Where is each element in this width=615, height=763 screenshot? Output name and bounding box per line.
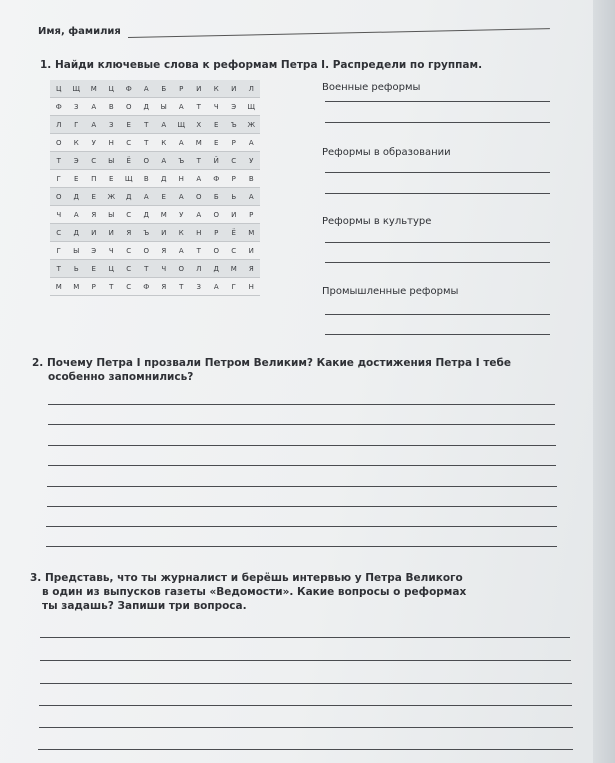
grid-cell[interactable]: Д: [155, 170, 173, 188]
grid-cell[interactable]: М: [68, 278, 86, 296]
grid-cell[interactable]: Ё: [120, 152, 138, 170]
grid-cell[interactable]: К: [68, 134, 86, 152]
grid-cell[interactable]: Т: [138, 260, 156, 278]
grid-cell[interactable]: С: [120, 206, 138, 224]
grid-cell[interactable]: Ч: [50, 206, 68, 224]
answer-line[interactable]: [47, 486, 557, 487]
task1-title: 1. Найди ключевые слова к реформам Петра I. Распредели по группам.: [40, 59, 483, 71]
grid-cell[interactable]: И: [103, 224, 121, 242]
grid-cell[interactable]: В: [243, 170, 261, 188]
grid-cell[interactable]: И: [190, 80, 208, 98]
grid-cell[interactable]: С: [50, 224, 68, 242]
grid-cell[interactable]: Ж: [243, 116, 261, 134]
answer-line[interactable]: [39, 705, 572, 706]
grid-cell[interactable]: Н: [243, 278, 261, 296]
grid-cell[interactable]: Р: [85, 278, 103, 296]
grid-cell[interactable]: Д: [208, 260, 226, 278]
grid-row: [50, 188, 260, 206]
grid-cell[interactable]: И: [225, 80, 243, 98]
grid-cell[interactable]: С: [225, 152, 243, 170]
grid-row: [50, 224, 260, 242]
grid-cell[interactable]: А: [243, 188, 261, 206]
grid-cell[interactable]: А: [173, 188, 191, 206]
grid-cell[interactable]: Э: [225, 98, 243, 116]
word-search-grid: [50, 80, 260, 296]
grid-cell[interactable]: А: [138, 80, 156, 98]
answer-line[interactable]: [48, 424, 555, 425]
grid-cell[interactable]: Ъ: [173, 152, 191, 170]
answer-line[interactable]: [48, 404, 555, 405]
grid-cell[interactable]: Й: [208, 152, 226, 170]
grid-cell[interactable]: Н: [103, 134, 121, 152]
grid-cell[interactable]: Л: [190, 260, 208, 278]
answer-line[interactable]: [325, 172, 550, 173]
grid-cell[interactable]: Р: [225, 170, 243, 188]
grid-cell[interactable]: О: [50, 188, 68, 206]
grid-cell[interactable]: Ь: [225, 188, 243, 206]
grid-cell[interactable]: Я: [155, 278, 173, 296]
grid-cell[interactable]: О: [50, 134, 68, 152]
grid-cell[interactable]: А: [190, 206, 208, 224]
answer-line[interactable]: [325, 193, 550, 194]
grid-cell[interactable]: Ё: [225, 224, 243, 242]
grid-cell[interactable]: К: [155, 134, 173, 152]
grid-cell[interactable]: Т: [138, 134, 156, 152]
grid-cell[interactable]: Ъ: [138, 224, 156, 242]
grid-cell[interactable]: П: [85, 170, 103, 188]
grid-cell[interactable]: А: [155, 152, 173, 170]
answer-line[interactable]: [40, 660, 571, 661]
grid-cell[interactable]: Е: [68, 170, 86, 188]
grid-cell[interactable]: Д: [138, 98, 156, 116]
grid-cell[interactable]: Е: [208, 116, 226, 134]
grid-cell[interactable]: Г: [68, 116, 86, 134]
grid-cell[interactable]: Р: [225, 134, 243, 152]
grid-cell[interactable]: И: [155, 224, 173, 242]
answer-line[interactable]: [39, 727, 573, 728]
answer-line[interactable]: [325, 101, 550, 102]
grid-cell[interactable]: М: [243, 224, 261, 242]
grid-row: [50, 116, 260, 134]
answer-line[interactable]: [38, 749, 573, 750]
grid-cell[interactable]: О: [173, 260, 191, 278]
answer-line[interactable]: [40, 637, 570, 638]
grid-cell[interactable]: С: [120, 242, 138, 260]
answer-line[interactable]: [325, 314, 550, 315]
grid-cell[interactable]: И: [243, 242, 261, 260]
grid-cell[interactable]: Д: [68, 224, 86, 242]
grid-cell[interactable]: Щ: [243, 98, 261, 116]
grid-cell[interactable]: У: [85, 134, 103, 152]
grid-cell[interactable]: Е: [103, 170, 121, 188]
grid-cell[interactable]: Ч: [103, 242, 121, 260]
grid-cell[interactable]: Е: [85, 188, 103, 206]
grid-cell[interactable]: Х: [190, 116, 208, 134]
grid-cell[interactable]: А: [208, 278, 226, 296]
grid-cell[interactable]: Т: [103, 278, 121, 296]
grid-cell[interactable]: Г: [50, 242, 68, 260]
grid-cell[interactable]: Т: [173, 278, 191, 296]
grid-cell[interactable]: К: [208, 80, 226, 98]
grid-cell[interactable]: С: [120, 260, 138, 278]
grid-cell[interactable]: Е: [85, 260, 103, 278]
grid-cell[interactable]: В: [138, 170, 156, 188]
grid-cell[interactable]: Ц: [103, 260, 121, 278]
grid-cell[interactable]: Н: [190, 224, 208, 242]
task2-title-line: 2. Почему Петра I прозвали Петром Великим? Какие достижения Петра I тебе: [32, 357, 511, 369]
grid-cell[interactable]: Т: [190, 98, 208, 116]
grid-cell[interactable]: У: [243, 152, 261, 170]
grid-cell[interactable]: Ы: [103, 152, 121, 170]
task3-title-line: в один из выпусков газеты «Ведомости». Какие вопросы о реформах: [42, 586, 467, 598]
grid-cell[interactable]: Б: [155, 80, 173, 98]
grid-cell[interactable]: А: [173, 134, 191, 152]
grid-cell[interactable]: С: [120, 134, 138, 152]
answer-line[interactable]: [46, 546, 557, 547]
grid-cell[interactable]: Д: [120, 188, 138, 206]
grid-cell[interactable]: Ы: [68, 242, 86, 260]
answer-line[interactable]: [325, 242, 550, 243]
group-military-label: Военные реформы: [322, 82, 421, 93]
grid-cell[interactable]: И: [225, 206, 243, 224]
grid-cell[interactable]: А: [85, 98, 103, 116]
grid-cell[interactable]: З: [68, 98, 86, 116]
grid-cell[interactable]: А: [85, 116, 103, 134]
grid-cell[interactable]: Г: [225, 278, 243, 296]
grid-cell[interactable]: Р: [208, 224, 226, 242]
grid-cell[interactable]: Е: [120, 116, 138, 134]
task3-title-line: 3. Представь, что ты журналист и берёшь интервью у Петра Великого: [30, 572, 463, 584]
grid-cell[interactable]: Ч: [155, 260, 173, 278]
grid-cell[interactable]: Т: [138, 116, 156, 134]
grid-cell[interactable]: Ч: [208, 98, 226, 116]
grid-cell[interactable]: М: [50, 278, 68, 296]
grid-row: [50, 260, 260, 278]
grid-cell[interactable]: Я: [155, 242, 173, 260]
grid-cell[interactable]: А: [68, 206, 86, 224]
answer-line[interactable]: [325, 262, 550, 263]
grid-cell[interactable]: З: [190, 278, 208, 296]
grid-cell[interactable]: Р: [173, 80, 191, 98]
grid-cell[interactable]: Р: [243, 206, 261, 224]
grid-cell[interactable]: Т: [190, 242, 208, 260]
grid-cell[interactable]: Щ: [68, 80, 86, 98]
grid-row: [50, 242, 260, 260]
grid-cell[interactable]: Ы: [103, 206, 121, 224]
grid-cell[interactable]: А: [243, 134, 261, 152]
answer-line[interactable]: [46, 526, 557, 527]
answer-line[interactable]: [48, 465, 556, 466]
grid-cell[interactable]: Э: [68, 152, 86, 170]
grid-cell[interactable]: С: [225, 242, 243, 260]
grid-row: [50, 134, 260, 152]
grid-cell[interactable]: Б: [208, 188, 226, 206]
grid-cell[interactable]: Л: [243, 80, 261, 98]
grid-row: [50, 278, 260, 296]
grid-cell[interactable]: А: [173, 242, 191, 260]
grid-row: [50, 206, 260, 224]
grid-cell[interactable]: А: [138, 188, 156, 206]
grid-cell[interactable]: Ы: [155, 98, 173, 116]
grid-cell[interactable]: Я: [243, 260, 261, 278]
grid-cell[interactable]: Г: [50, 170, 68, 188]
grid-cell[interactable]: В: [103, 98, 121, 116]
grid-cell[interactable]: Щ: [120, 170, 138, 188]
grid-cell[interactable]: М: [225, 260, 243, 278]
grid-cell[interactable]: О: [138, 152, 156, 170]
group-education-label: Реформы в образовании: [322, 147, 451, 158]
grid-cell[interactable]: Ж: [103, 188, 121, 206]
grid-cell[interactable]: Ф: [138, 278, 156, 296]
grid-cell[interactable]: О: [208, 242, 226, 260]
grid-row: [50, 98, 260, 116]
grid-cell[interactable]: С: [120, 278, 138, 296]
grid-cell[interactable]: Т: [50, 260, 68, 278]
page-edge: [593, 0, 615, 763]
group-industry-label: Промышленные реформы: [322, 286, 459, 297]
grid-cell[interactable]: Т: [50, 152, 68, 170]
grid-cell[interactable]: Ь: [68, 260, 86, 278]
grid-cell[interactable]: Н: [173, 170, 191, 188]
grid-cell[interactable]: Д: [68, 188, 86, 206]
grid-cell[interactable]: Щ: [173, 116, 191, 134]
grid-cell[interactable]: Э: [85, 242, 103, 260]
name-label: Имя, фамилия: [38, 26, 121, 37]
grid-cell[interactable]: Л: [50, 116, 68, 134]
name-answer-line[interactable]: [128, 28, 550, 38]
grid-cell[interactable]: Т: [190, 152, 208, 170]
grid-cell[interactable]: Ц: [103, 80, 121, 98]
answer-line[interactable]: [325, 334, 550, 335]
grid-cell[interactable]: Ф: [50, 98, 68, 116]
grid-cell[interactable]: Е: [155, 188, 173, 206]
grid-cell[interactable]: У: [173, 206, 191, 224]
grid-cell[interactable]: М: [85, 80, 103, 98]
answer-line[interactable]: [40, 683, 572, 684]
grid-cell[interactable]: А: [173, 98, 191, 116]
grid-cell[interactable]: З: [103, 116, 121, 134]
grid-cell[interactable]: Ф: [208, 170, 226, 188]
answer-line[interactable]: [325, 122, 550, 123]
grid-row: [50, 170, 260, 188]
grid-cell[interactable]: Ц: [50, 80, 68, 98]
grid-cell[interactable]: О: [138, 242, 156, 260]
grid-cell[interactable]: М: [190, 134, 208, 152]
grid-cell[interactable]: Е: [208, 134, 226, 152]
grid-cell[interactable]: О: [208, 206, 226, 224]
grid-cell[interactable]: О: [120, 98, 138, 116]
answer-line[interactable]: [48, 445, 556, 446]
grid-cell[interactable]: И: [85, 224, 103, 242]
grid-cell[interactable]: Ф: [120, 80, 138, 98]
grid-cell[interactable]: М: [155, 206, 173, 224]
grid-cell[interactable]: Я: [85, 206, 103, 224]
task2-title-line: особенно запомнились?: [48, 371, 194, 383]
grid-row: [50, 152, 260, 170]
grid-cell[interactable]: Ъ: [225, 116, 243, 134]
grid-cell[interactable]: Я: [120, 224, 138, 242]
task3-title: [30, 571, 510, 613]
grid-cell[interactable]: О: [190, 188, 208, 206]
grid-cell[interactable]: С: [85, 152, 103, 170]
grid-row: [50, 80, 260, 98]
answer-line[interactable]: [47, 506, 557, 507]
grid-cell[interactable]: А: [155, 116, 173, 134]
grid-cell[interactable]: Д: [138, 206, 156, 224]
group-culture-label: Реформы в культуре: [322, 216, 432, 227]
grid-cell[interactable]: А: [190, 170, 208, 188]
task2-title: [32, 356, 532, 384]
grid-cell[interactable]: К: [173, 224, 191, 242]
task3-title-line: ты задашь? Запиши три вопроса.: [42, 600, 247, 612]
